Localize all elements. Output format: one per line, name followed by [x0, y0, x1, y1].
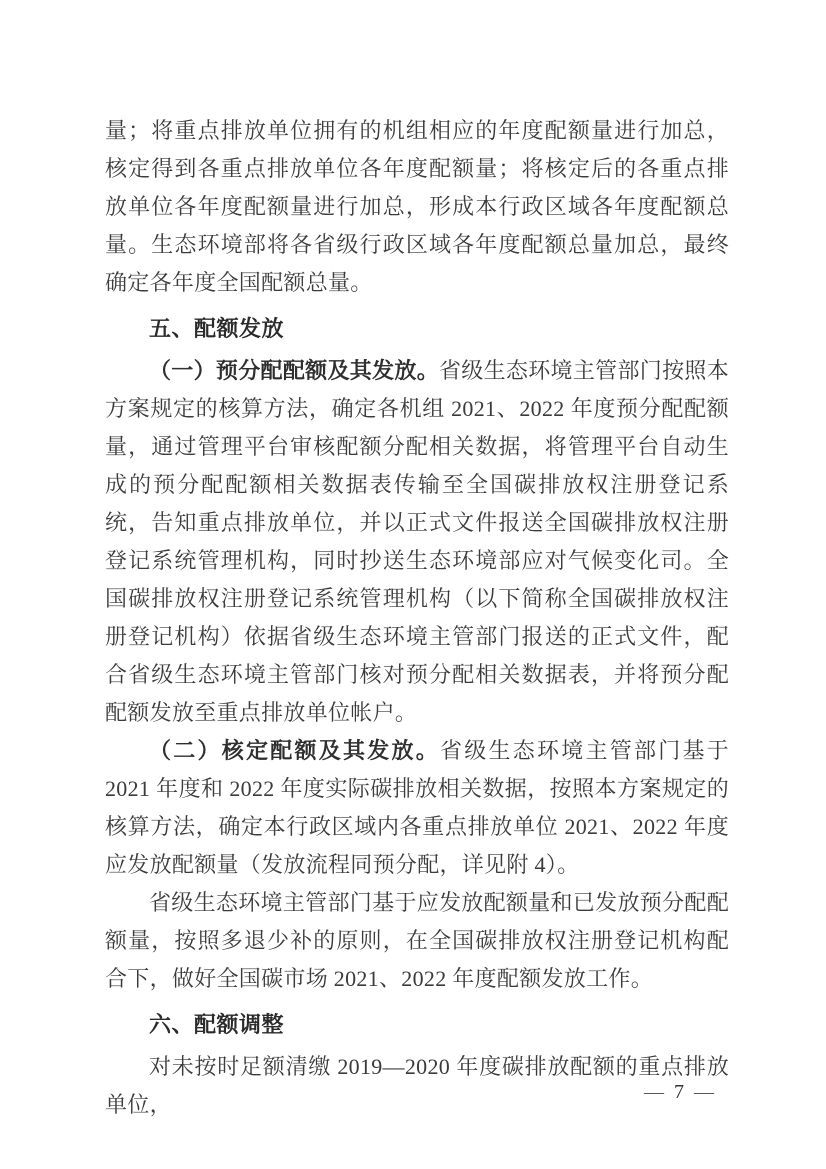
paragraph-quota-totals-continued: 量；将重点排放单位拥有的机组相应的年度配额量进行加总，核定得到各重点排放单位各年度配额量；将核定后的各重点排放单位各年度配额量进行加总，形成本行政区域各年度配额总量。生态环境部将各省级行政区域各年度配额总量加总，最终确定各年度全国配额总量。	[105, 118, 729, 295]
paragraph-lead-verified-quota: （二）核定配额及其发放。	[149, 738, 440, 763]
paragraph-text-pre-allocation: 省级生态环境主管部门按照本方案规定的核算方法，确定各机组 2021、2022 年度预分配配额量，通过管理平台审核配额分配相关数据，将管理平台自动生成的预分配配额相关数据表传输至全国碳排放权注册登记系统，告知重点排放单位，并以正式文件报送全国碳排放权注册登记系统管理机构，同时抄送生态环境部应对气候变化司。全国碳排放权注册登记系统管理机构（以下简称全国碳排放权注册登记机构）依据省级生态环境主管部门报送的正式文件，配合省级生态环境主管部门核对预分配相关数据表，并将预分配配额发放至重点排放单位帐户。	[105, 358, 729, 725]
page-number	[644, 1078, 714, 1106]
page-number-value: 7	[674, 1081, 684, 1103]
paragraph-quota-adjustment: 对未按时足额清缴 2019—2020 年度碳排放配额的重点排放单位，	[105, 1054, 729, 1117]
paragraph-pre-allocation-issuance	[105, 352, 729, 732]
document-body	[105, 112, 729, 1124]
page-number-dash-left: —	[644, 1081, 664, 1103]
section-heading-quota-adjustment: 六、配额调整	[149, 1012, 285, 1037]
page-number-dash-right: —	[694, 1081, 714, 1103]
section-heading-quota-issuance: 五、配额发放	[149, 316, 285, 341]
paragraph-text-verified-quota: 省级生态环境主管部门基于 2021 年度和 2022 年度实际碳排放相关数据，按照本方案规定的核算方法，确定本行政区域内各重点排放单位 2021、2022 年度应发放配额量（发放流程同预分配，详见附 4）。	[105, 738, 729, 877]
paragraph-issuance-work: 省级生态环境主管部门基于应发放配额量和已发放预分配配额量，按照多退少补的原则，在全国碳排放权注册登记机构配合下，做好全国碳市场 2021、2022 年度配额发放工作。	[105, 890, 729, 991]
paragraph-lead-pre-allocation: （一）预分配配额及其发放。	[149, 358, 439, 383]
paragraph-verified-quota-issuance	[105, 732, 729, 884]
